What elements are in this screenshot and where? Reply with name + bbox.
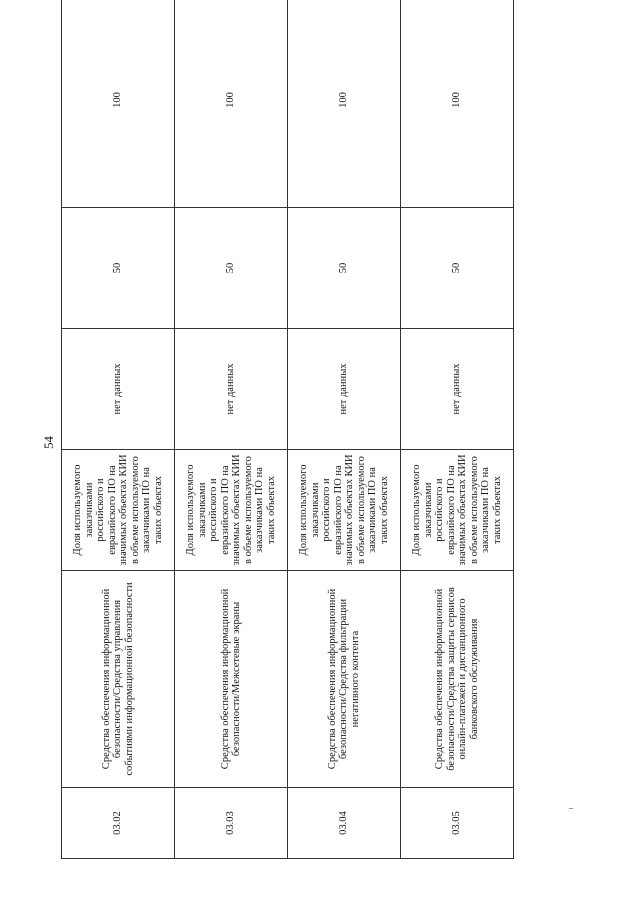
row-name-cell: Средства обеспечения информационной безопасности/Средства управления событиями информационной безопасности (62, 571, 175, 788)
scan-speck (569, 808, 573, 809)
row-target-1-cell: 50 (401, 208, 514, 329)
table-container (61, 47, 503, 859)
row-code-cell: 03.05 (401, 788, 514, 859)
row-target-2-cell: 100 (401, 0, 514, 208)
row-baseline-cell: нет данных (62, 329, 175, 450)
row-indicator-cell: Доля используемого заказчиками российского и евразийского ПО на значимых объектах КИИ в объеме используемого заказчиками ПО на таких объектах (62, 450, 175, 571)
row-code-cell: 03.04 (288, 788, 401, 859)
row-baseline-cell: нет данных (175, 329, 288, 450)
table-row (175, 0, 288, 859)
row-target-1-cell: 50 (62, 208, 175, 329)
page-number: 54 (41, 436, 56, 449)
row-baseline-cell: нет данных (288, 329, 401, 450)
row-code-cell: 03.02 (62, 788, 175, 859)
row-name-cell: Средства обеспечения информационной безопасности/Средства фильтрации негативного контента (288, 571, 401, 788)
indicators-table (61, 0, 514, 859)
row-target-1-cell: 50 (175, 208, 288, 329)
row-target-2-cell: 100 (175, 0, 288, 208)
row-indicator-cell: Доля используемого заказчиками российского и евразийского ПО на значимых объектах КИИ в объеме используемого заказчиками ПО на таких объектах (401, 450, 514, 571)
row-name-cell: Средства обеспечения информационной безопасности/Межсетевые экраны (175, 571, 288, 788)
table-row (288, 0, 401, 859)
table-row (401, 0, 514, 859)
row-baseline-cell: нет данных (401, 329, 514, 450)
table-row (62, 0, 175, 859)
row-target-2-cell: 100 (62, 0, 175, 208)
row-target-1-cell: 50 (288, 208, 401, 329)
row-indicator-cell: Доля используемого заказчиками российского и евразийского ПО на значимых объектах КИИ в объеме используемого заказчиками ПО на таких объектах (175, 450, 288, 571)
rotated-table-frame (61, 47, 503, 859)
row-code-cell: 03.03 (175, 788, 288, 859)
row-indicator-cell: Доля используемого заказчиками российского и евразийского ПО на значимых объектах КИИ в объеме используемого заказчиками ПО на таких объектах (288, 450, 401, 571)
row-target-2-cell: 100 (288, 0, 401, 208)
row-name-cell: Средства обеспечения информационной безопасности/Средства защиты сервисов онлайн-платежей и дистанционного банковского обслуживания (401, 571, 514, 788)
